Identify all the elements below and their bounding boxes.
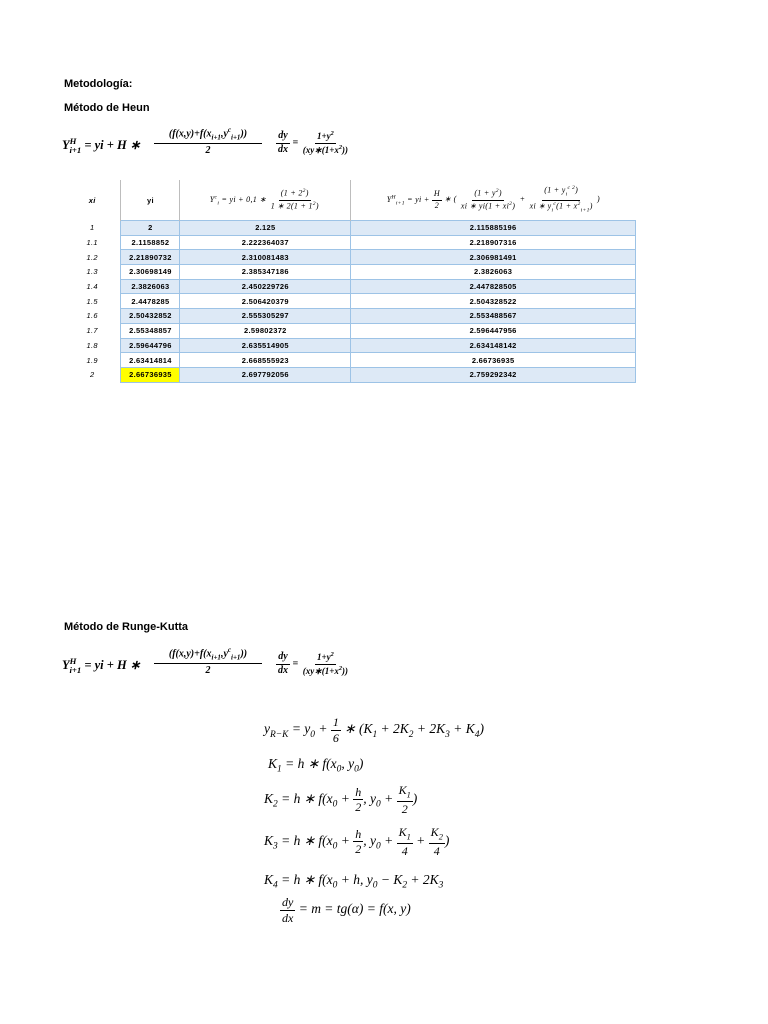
table-row [64,309,636,324]
cell-xi: 1 [89,223,95,233]
cell-yc: 2.668555923 [180,353,351,368]
table-row [64,265,636,280]
cell-yi: 2.3826063 [121,279,180,294]
heading-runge-kutta: Método de Runge-Kutta [64,621,189,633]
table-header-row [64,180,636,221]
table-row [64,294,636,309]
ode-formula-repeat: $\frac{dy}{dx}$ = $\frac{1+y^2}{(xy∗(1+x^2))}$ [278,651,349,676]
cell-yi: 2.63414814 [121,353,180,368]
cell-xi: 1.8 [86,340,98,350]
table-row [64,235,636,250]
rk-general-formula: $y_{R-K} = y_0$ + $\frac{1}{6}$ ∗ $(K_1 + 2K_2 + 2K_3 + K_4)$ [264,715,484,745]
table-row [64,250,636,265]
cell-yi: 2.50432852 [121,309,180,324]
cell-xi: 1.3 [86,267,98,277]
table-row [64,279,636,294]
cell-yc: 2.635514905 [180,338,351,353]
heun-table [64,180,636,383]
header-yi: yi [121,180,180,221]
header-corrector-formula: $Y^c_i$ = yi + 0,1 ∗ $\frac{(1 + 2^2)}{1 ∗ 2(1 + 1^2)}$ [180,180,351,221]
heun-formula-repeat: $Y^H_{i+1}$ = yi + H ∗ $(f(x,y)+f(x_{i+1},y^c_{i+1}))$ 2 [62,644,272,680]
cell-yh: 2.306981491 [351,250,636,265]
ode-formula: $\frac{dy}{dx}$ = $\frac{1+y^2}{(xy∗(1+x^2))}$ [278,130,349,155]
table-row [64,367,636,382]
cell-yc: 2.125 [180,221,351,236]
cell-yc: 2.310081483 [180,250,351,265]
cell-yh: 2.596447956 [351,323,636,338]
table-row [64,353,636,368]
cell-xi: 1.6 [86,311,98,321]
cell-yi: 2.59644796 [121,338,180,353]
cell-yc: 2.450229726 [180,279,351,294]
cell-yc: 2.697792056 [180,367,351,382]
cell-yc: 2.506420379 [180,294,351,309]
cell-yi: 2 [121,221,180,236]
cell-xi: 1.7 [86,326,98,336]
cell-yi: 2.55348857 [121,323,180,338]
cell-xi: 1.4 [86,282,98,292]
cell-yc: 2.222364037 [180,235,351,250]
cell-yh: 2.553488567 [351,309,636,324]
cell-yc: 2.59802372 [180,323,351,338]
cell-xi: 1.1 [86,238,98,248]
cell-yi-highlighted: 2.66736935 [121,367,180,382]
cell-yi: 2.4478285 [121,294,180,309]
heading-metodologia: Metodología: [64,78,133,90]
heun-formula: $Y^H_{i+1}$ = yi + H ∗ $(f(x,y)+f(x_{i+1},y^c_{i+1}))$ 2 [62,124,272,160]
cell-yi: 2.1158852 [121,235,180,250]
cell-yh: 2.504328522 [351,294,636,309]
table-row [64,338,636,353]
cell-yc: 2.555305297 [180,309,351,324]
cell-yh: 2.115885196 [351,221,636,236]
rk-k2-formula: $K_2 = h$ ∗ $f(x_0$ + $\frac{h}{2}$ , $y_0$ + $\frac{K_1}{2}$ ) [264,783,418,817]
cell-xi: 2 [89,370,95,380]
cell-xi: 1.2 [86,252,98,262]
heading-heun: Método de Heun [64,102,150,114]
header-heun-formula: $Y^H_{i+1}$ = yi + $\frac{H}{2}$ ∗ ( $\frac{(1 + y^2)}{xi ∗ yi(1 + xi^2)}$ + $\frac{(1 + y_i^{c 2})}{xi ∗ y_i^c(1 + x^2_{i+1})}$ ) [351,180,636,221]
cell-yc: 2.385347186 [180,265,351,280]
rk-k4-formula: $K_4 = h$ ∗ $f(x_0 + h$, $y_0 - K_2 + 2K_3$ [264,872,444,891]
slope-formula: $\frac{dy}{dx}$ = m = tg(α) = f(x, y) [282,895,411,925]
cell-yh: 2.66736935 [351,353,636,368]
cell-yh: 2.3826063 [351,265,636,280]
cell-yh: 2.447828505 [351,279,636,294]
cell-yh: 2.634148142 [351,338,636,353]
cell-xi: 1.9 [86,355,98,365]
cell-yh: 2.218907316 [351,235,636,250]
cell-yi: 2.21890732 [121,250,180,265]
table-row [64,323,636,338]
cell-yi: 2.30698149 [121,265,180,280]
cell-yh: 2.759292342 [351,367,636,382]
cell-xi: 1.5 [86,296,98,306]
header-xi: xi [88,195,96,205]
rk-k3-formula: $K_3 = h$ ∗ $f(x_0$ + $\frac{h}{2}$ , $y_0$ + $\frac{K_1}{4}$ + $\frac{K_2}{4}$ ) [264,825,450,859]
rk-k1-formula: $K_1 = h$ ∗ $f(x_0$, $y_0$) [268,756,364,775]
table-row [64,221,636,236]
